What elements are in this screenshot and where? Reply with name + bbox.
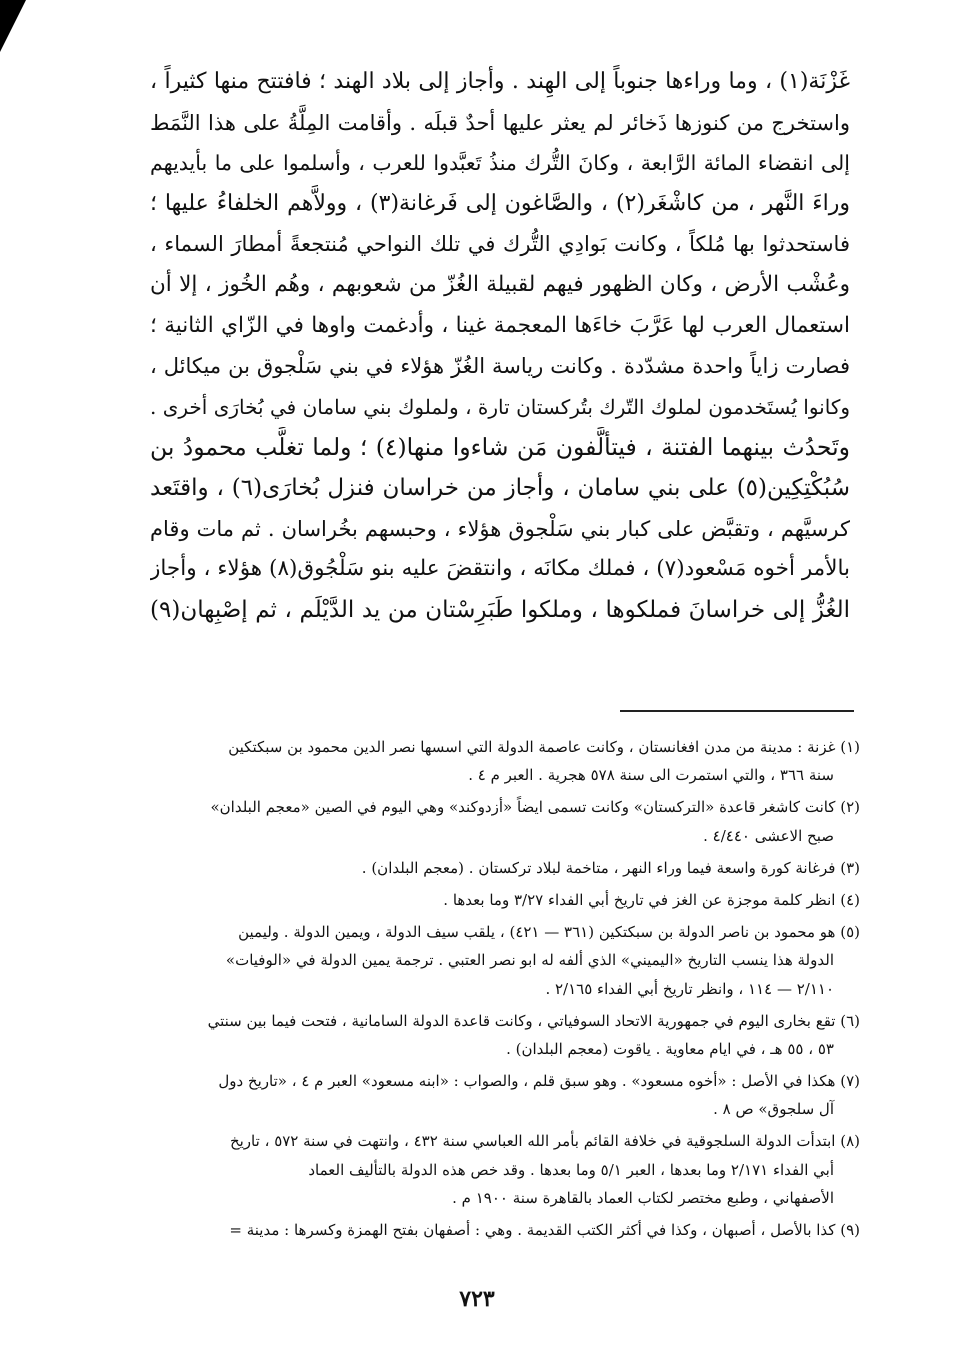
text-line: كرسيَّهم ، وتقبَّض على كبار بني سَلْجوق هؤلاء ، وحبسهم بخُراسان . ثم مات وقام — [150, 516, 850, 541]
footnotes — [145, 733, 860, 1248]
text-line: فصارت زاياً واحدة مشدّدة . وكانت رياسة الغُزّ هؤلاء في بني سَلْجوق بن ميكائل ، — [150, 354, 850, 379]
text-line: بالأمر أخوه مَسْعود(٧) ، فملك مكانَه ، وانتقضَ عليه بنو سَلْجُوق(٨) هؤلاء ، وأجاز — [150, 556, 850, 582]
footnote-7 — [145, 1067, 860, 1123]
footnote-3 — [145, 854, 860, 882]
footnote-6 — [145, 1007, 860, 1063]
footnote-4 — [145, 886, 860, 914]
footnote-line: (٩) كذا بالأصل ، أصبهان ، وكذا في أكثر الكتب القديمة . وهي : أصفهان بفتح الهمزة وكسرها : مدينة = — [229, 1221, 860, 1239]
footnote-line: (١) غزنة : مدينة من مدن افغانستان ، وكانت عاصمة الدولة التي اسسها نصر الدين محمود بن سبكتكين — [228, 738, 860, 756]
page-corner-mark — [0, 0, 26, 52]
footnote-line: ٥٣ ، ٥٥ هـ ، في ايام معاوية . ياقوت (معجم البلدان) . — [506, 1039, 834, 1058]
footnote-line: (٢) كانت كاشغر قاعدة «التركستان» وكانت تسمى ايضاً «أزدوكند» وهي اليوم في الصين «معجم البلدان» — [210, 798, 860, 817]
footnote-line: الدولة هذا ينسب التاريخ «اليميني» الذي ألفه له ابو نصر العتبي . ترجمة يمين الدولة في «الوفيات» — [225, 951, 834, 970]
text-line: الغُزُّ إلى خراسانَ فملكوها ، وملكوا طَبَرِسْتان من يد الدَّيْلَم ، ثم إصْبِهان(٩) — [150, 596, 850, 623]
footnote-5 — [145, 918, 860, 1003]
footnote-line: ٢/١١٠ — ١١٤ ، وانظر تاريخ أبي الفداء ٢/١٦٥ . — [545, 979, 834, 998]
text-line: وتَحدُث بينهما الفتنة ، فيتألَّفون مَن شاءوا منها(٤) ؛ ولما تغلَّب محمودُ بن — [150, 433, 850, 462]
footnote-line: (٦) تقع بخارى اليوم في جمهورية الاتحاد السوفياتي ، وكانت قاعدة الدولة السامانية ، فتحت فيما بين سنتي — [207, 1011, 860, 1030]
text-line: سُبُكْتِكِين(٥) على بني سامان ، وأجاز من خراسان فنزل بُخارَى(٦) ، واقتَعد — [150, 474, 850, 501]
footnote-line: (٤) انظر كلمة موجزة عن الغز في تاريخ أبي الفداء ٣/٢٧ وما بعدها . — [443, 890, 860, 909]
text-line: وكانوا يُستَخدمون لملوك التّرك بتُركستان تارة ، ولملوك بني سامان في بُخارَى أخرى . — [150, 394, 850, 419]
footnote-line: آل سلجوق» ص ٨ . — [713, 1100, 834, 1119]
text-line: إلى انقضاء المائة الرَّابعة ، وكانَ التُّرك منذُ تَعبَّدوا للعرب ، وأسلموا على ما بأيديهم — [150, 151, 850, 176]
footnote-line: سنة ٣٦٦ ، والتي استمرت الى سنة ٥٧٨ هجرية . العبر م ٤ . — [468, 766, 834, 785]
text-line: استعمال العرب لها عَرَّبَ خاءَها المعجمة غينا ، وأدغمت واوها في الزّاي الثانية ؛ — [150, 312, 850, 338]
footnote-line: الأصفهاني ، وطبع مختصر لكتاب العماد بالقاهرة سنة ١٩٠٠ م . — [452, 1188, 834, 1207]
text-line: وراءَ النَّهر ، من كاشْغَر(٢) ، والصَّاغون إلى فَرغانة(٣) ، وولاَّهم الخلفاءُ عليها ؛ — [150, 190, 850, 216]
footnote-8 — [145, 1127, 860, 1212]
text-line: وعُشْب الأرض ، وكان الظهور فيهم لقبيلة الغُزّ من شعوبهم ، وهُم الخُوز ، إلا أن — [150, 271, 850, 297]
footnote-9 — [145, 1216, 860, 1244]
footnote-2 — [145, 793, 860, 849]
footnote-line: (٨) ابتدأت الدولة السلجوقية في خلافة القائم بأمر الله العباسي سنة ٤٣٢ ، وانتهت في سنة ٥٧٢ ، تاريخ — [229, 1132, 860, 1151]
footnote-line: (٥) هو محمود بن ناصر الدولة بن سبكتكين (٣٦١ — ٤٢١) ، يلقب سيف الدولة ، ويمين الدولة . وليمين — [238, 923, 860, 942]
footnote-separator — [620, 710, 854, 712]
text-line: واستخرج من كنوزها ذَخائر لم يعثر عليها أحدٌ قبلَه . وأقامت المِلَّةُ على هذا النَّمَط — [150, 110, 850, 135]
page-number: ٧٢٣ — [459, 1286, 495, 1312]
footnote-line: (٧) هكذا في الأصل : «أخوه مسعود» . وهو سبق قلم ، والصواب : «ابنه مسعود» العبر م ٤ ، «تاريخ دول — [218, 1072, 860, 1091]
text-line: فاستحدثوا بها مُلكاً ، وكانت بَوادِي التُّرك في تلك النواحي مُنتجعةً أمطارَ السماء ، — [150, 232, 850, 257]
footnote-line: أبي الفداء ٢/١٧١ وما بعدها ، العبر ٥/١ وما بعدها . وقد خص هذه الدولة بالتأليف العماد — [308, 1160, 834, 1179]
main-text — [150, 62, 850, 630]
footnote-line: (٣) فرغانة كورة واسعة فيما وراء النهر ، متاخمة لبلاد تركستان . (معجم البلدان) . — [361, 858, 860, 877]
footnote-1 — [145, 733, 860, 789]
footnote-line: صبح الاعشى ٤/٤٤٠ . — [703, 826, 834, 845]
text-line: غَزْنَة(١) ، وما وراءها جنوباً إلى الهِند . وأجاز إلى بلاد الهند ؛ فافتتح منها كثيراً ، — [150, 69, 850, 94]
